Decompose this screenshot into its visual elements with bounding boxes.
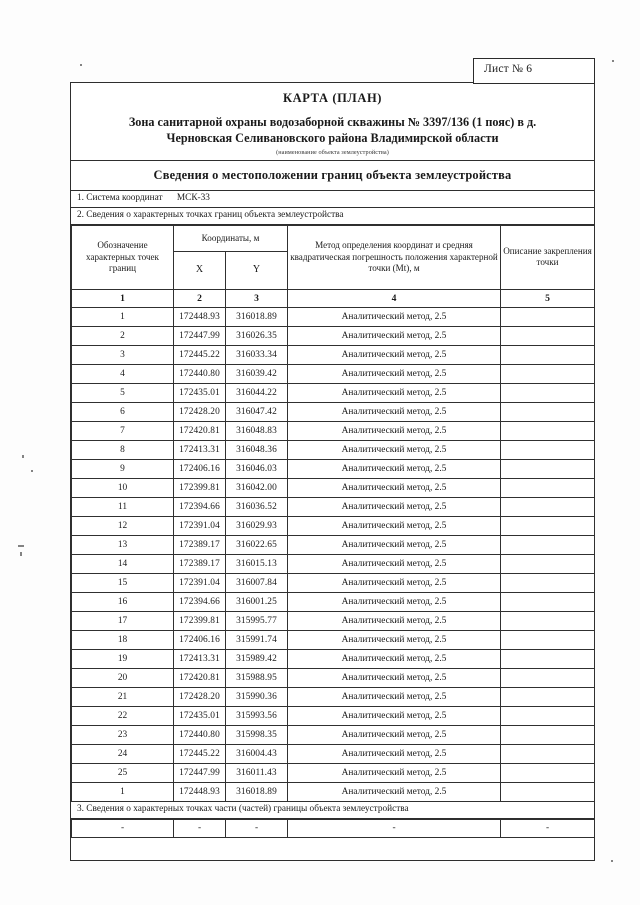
cell-x: 172435.01 <box>174 706 226 725</box>
cell-x: 172406.16 <box>174 630 226 649</box>
table-row <box>72 706 595 725</box>
header-description: Описание закрепления точки <box>501 225 595 289</box>
object-name-line-2: Черновская Селивановского района Владимирской области <box>166 131 499 146</box>
table-row <box>72 307 595 326</box>
table-header <box>72 225 595 307</box>
table-row <box>72 383 595 402</box>
cell-x: 172428.20 <box>174 687 226 706</box>
header-x: X <box>174 251 226 289</box>
cell-method: Аналитический метод, 2.5 <box>288 763 501 782</box>
cell-method: Аналитический метод, 2.5 <box>288 478 501 497</box>
cell-method: Аналитический метод, 2.5 <box>288 535 501 554</box>
cell-description <box>501 782 595 801</box>
cell-method: Аналитический метод, 2.5 <box>288 440 501 459</box>
table-row <box>72 592 595 611</box>
cell-point-number: 11 <box>72 497 174 516</box>
cell-point-number: 17 <box>72 611 174 630</box>
cell-point-number: 21 <box>72 687 174 706</box>
cell-point-number: 18 <box>72 630 174 649</box>
sheet-number-label: Лист № 6 <box>484 63 533 75</box>
table-row <box>72 535 595 554</box>
cell-y: 316011.43 <box>226 763 288 782</box>
table-column-number-row <box>72 289 595 307</box>
part-points-table <box>71 819 595 838</box>
cell-point-number: 24 <box>72 744 174 763</box>
table-row <box>72 630 595 649</box>
cell-description <box>501 611 595 630</box>
scan-artifact <box>22 455 24 458</box>
cell-description <box>501 687 595 706</box>
cell-description <box>501 744 595 763</box>
cell-method: Аналитический метод, 2.5 <box>288 725 501 744</box>
table-row <box>72 819 595 837</box>
cell-x: 172389.17 <box>174 554 226 573</box>
cell-point-number: 9 <box>72 459 174 478</box>
cell-x: 172389.17 <box>174 535 226 554</box>
cell-point-number: 19 <box>72 649 174 668</box>
cell-point-number: 1 <box>72 782 174 801</box>
table-row <box>72 364 595 383</box>
cell-method: Аналитический метод, 2.5 <box>288 611 501 630</box>
document-frame <box>70 82 595 861</box>
cell-y: 315989.42 <box>226 649 288 668</box>
header-coordinates-group: Координаты, м <box>174 225 288 251</box>
table-row <box>72 782 595 801</box>
cell-method: Аналитический метод, 2.5 <box>288 649 501 668</box>
header-point-designation: Обозначение характерных точек границ <box>72 225 174 289</box>
column-number-2: 2 <box>174 289 226 307</box>
coordinate-system-row <box>71 191 594 208</box>
cell-point-number: 16 <box>72 592 174 611</box>
cell-x: 172399.81 <box>174 611 226 630</box>
cell-method: Аналитический метод, 2.5 <box>288 307 501 326</box>
cell-x: 172413.31 <box>174 440 226 459</box>
cell-description <box>501 364 595 383</box>
cell-method: Аналитический метод, 2.5 <box>288 345 501 364</box>
cell-method: Аналитический метод, 2.5 <box>288 668 501 687</box>
section-2-heading: 2. Сведения о характерных точках границ объекта землеустройства <box>71 208 594 225</box>
table-row <box>72 497 595 516</box>
part-cell-3: - <box>226 819 288 837</box>
cell-x: 172428.20 <box>174 402 226 421</box>
cell-point-number: 2 <box>72 326 174 345</box>
table-row <box>72 763 595 782</box>
table-header-row-1 <box>72 225 595 251</box>
cell-y: 315991.74 <box>226 630 288 649</box>
cell-description <box>501 573 595 592</box>
cell-method: Аналитический метод, 2.5 <box>288 364 501 383</box>
cell-y: 316044.22 <box>226 383 288 402</box>
header-method: Метод определения координат и средняя квадратическая погрешность положения характерной точки (Mt), м <box>288 225 501 289</box>
column-number-3: 3 <box>226 289 288 307</box>
table-row <box>72 326 595 345</box>
cell-method: Аналитический метод, 2.5 <box>288 744 501 763</box>
cell-x: 172420.81 <box>174 421 226 440</box>
cell-x: 172445.22 <box>174 744 226 763</box>
cell-method: Аналитический метод, 2.5 <box>288 497 501 516</box>
table-row <box>72 345 595 364</box>
cell-x: 172440.80 <box>174 364 226 383</box>
cell-x: 172447.99 <box>174 763 226 782</box>
part-cell-4: - <box>288 819 501 837</box>
cell-method: Аналитический метод, 2.5 <box>288 326 501 345</box>
cell-method: Аналитический метод, 2.5 <box>288 459 501 478</box>
cell-description <box>501 307 595 326</box>
sheet-number-box <box>473 58 595 84</box>
characteristic-points-table <box>71 225 595 802</box>
column-number-4: 4 <box>288 289 501 307</box>
cell-method: Аналитический метод, 2.5 <box>288 421 501 440</box>
cell-description <box>501 402 595 421</box>
object-name-line-1: Зона санитарной охраны водозаборной скважины № 3397/136 (1 пояс) в д. <box>128 115 537 129</box>
cell-description <box>501 478 595 497</box>
cell-x: 172413.31 <box>174 649 226 668</box>
cell-description <box>501 649 595 668</box>
cell-y: 316022.65 <box>226 535 288 554</box>
cell-description <box>501 326 595 345</box>
cell-point-number: 8 <box>72 440 174 459</box>
cell-description <box>501 554 595 573</box>
title-band <box>71 83 594 161</box>
part-cell-1: - <box>72 819 174 837</box>
cell-y: 316018.89 <box>226 307 288 326</box>
cell-y: 316042.00 <box>226 478 288 497</box>
cell-y: 315990.36 <box>226 687 288 706</box>
cell-x: 172391.04 <box>174 516 226 535</box>
cell-description <box>501 459 595 478</box>
table-row <box>72 440 595 459</box>
scan-artifact <box>20 552 22 556</box>
cell-description <box>501 497 595 516</box>
cell-method: Аналитический метод, 2.5 <box>288 592 501 611</box>
cell-point-number: 14 <box>72 554 174 573</box>
cell-y: 315995.77 <box>226 611 288 630</box>
cell-point-number: 1 <box>72 307 174 326</box>
cell-method: Аналитический метод, 2.5 <box>288 782 501 801</box>
cell-x: 172448.93 <box>174 782 226 801</box>
cell-y: 315988.95 <box>226 668 288 687</box>
cell-y: 315998.35 <box>226 725 288 744</box>
cell-x: 172447.99 <box>174 326 226 345</box>
cell-x: 172406.16 <box>174 459 226 478</box>
cell-point-number: 12 <box>72 516 174 535</box>
cell-point-number: 10 <box>72 478 174 497</box>
header-y: Y <box>226 251 288 289</box>
cell-point-number: 15 <box>72 573 174 592</box>
part-cell-5: - <box>501 819 595 837</box>
cell-description <box>501 535 595 554</box>
cell-method: Аналитический метод, 2.5 <box>288 516 501 535</box>
cell-point-number: 4 <box>72 364 174 383</box>
cell-y: 316001.25 <box>226 592 288 611</box>
cell-x: 172420.81 <box>174 668 226 687</box>
cell-method: Аналитический метод, 2.5 <box>288 402 501 421</box>
form-tail-space <box>71 838 594 860</box>
table-row <box>72 573 595 592</box>
cell-method: Аналитический метод, 2.5 <box>288 630 501 649</box>
table-body <box>72 307 595 801</box>
scan-artifact <box>18 545 24 547</box>
cell-y: 316039.42 <box>226 364 288 383</box>
cell-description <box>501 725 595 744</box>
coordinate-system-value: МСК-33 <box>176 192 210 203</box>
cell-method: Аналитический метод, 2.5 <box>288 554 501 573</box>
cell-method: Аналитический метод, 2.5 <box>288 573 501 592</box>
table-row <box>72 421 595 440</box>
cell-y: 315993.56 <box>226 706 288 725</box>
cell-point-number: 5 <box>72 383 174 402</box>
cell-y: 316048.83 <box>226 421 288 440</box>
cell-description <box>501 592 595 611</box>
cell-y: 316004.43 <box>226 744 288 763</box>
cell-x: 172394.66 <box>174 592 226 611</box>
cell-y: 316036.52 <box>226 497 288 516</box>
table-row <box>72 516 595 535</box>
cell-description <box>501 440 595 459</box>
table-row <box>72 725 595 744</box>
cell-y: 316048.36 <box>226 440 288 459</box>
scan-artifact <box>611 860 613 862</box>
cell-description <box>501 516 595 535</box>
cell-x: 172440.80 <box>174 725 226 744</box>
cell-y: 316029.93 <box>226 516 288 535</box>
table-row <box>72 668 595 687</box>
cell-description <box>501 383 595 402</box>
cell-y: 316046.03 <box>226 459 288 478</box>
cell-point-number: 3 <box>72 345 174 364</box>
table-row <box>72 687 595 706</box>
cell-point-number: 20 <box>72 668 174 687</box>
cell-point-number: 22 <box>72 706 174 725</box>
cell-description <box>501 345 595 364</box>
section-heading-band <box>71 161 594 191</box>
cell-x: 172435.01 <box>174 383 226 402</box>
cell-method: Аналитический метод, 2.5 <box>288 706 501 725</box>
cell-x: 172448.93 <box>174 307 226 326</box>
section-heading: Сведения о местоположении границ объекта землеустройства <box>153 167 512 182</box>
cell-point-number: 7 <box>72 421 174 440</box>
table-row <box>72 478 595 497</box>
cell-x: 172394.66 <box>174 497 226 516</box>
cell-description <box>501 668 595 687</box>
cell-point-number: 6 <box>72 402 174 421</box>
cell-description <box>501 421 595 440</box>
cell-y: 316018.89 <box>226 782 288 801</box>
document-title: КАРТА (ПЛАН) <box>282 91 383 105</box>
section-3-heading: 3. Сведения о характерных точках части (частей) границы объекта землеустройства <box>71 802 594 819</box>
cell-x: 172399.81 <box>174 478 226 497</box>
cell-y: 316007.84 <box>226 573 288 592</box>
table-row <box>72 554 595 573</box>
cell-y: 316015.13 <box>226 554 288 573</box>
scan-artifact <box>31 470 33 472</box>
coordinate-system-label: 1. Система координат <box>77 192 163 203</box>
object-name-caption: (наименование объекта землеустройства) <box>276 148 389 156</box>
cell-point-number: 25 <box>72 763 174 782</box>
cell-point-number: 23 <box>72 725 174 744</box>
part-cell-2: - <box>174 819 226 837</box>
column-number-5: 5 <box>501 289 595 307</box>
table-row <box>72 744 595 763</box>
column-number-1: 1 <box>72 289 174 307</box>
cell-y: 316026.35 <box>226 326 288 345</box>
scan-artifact <box>80 64 82 66</box>
cell-x: 172445.22 <box>174 345 226 364</box>
table-row <box>72 459 595 478</box>
cell-x: 172391.04 <box>174 573 226 592</box>
cell-description <box>501 706 595 725</box>
cell-description <box>501 630 595 649</box>
table-row <box>72 611 595 630</box>
cell-point-number: 13 <box>72 535 174 554</box>
table-row <box>72 402 595 421</box>
scan-artifact <box>612 60 614 62</box>
cell-y: 316047.42 <box>226 402 288 421</box>
cell-description <box>501 763 595 782</box>
table-row <box>72 649 595 668</box>
cell-y: 316033.34 <box>226 345 288 364</box>
cell-method: Аналитический метод, 2.5 <box>288 383 501 402</box>
cell-method: Аналитический метод, 2.5 <box>288 687 501 706</box>
